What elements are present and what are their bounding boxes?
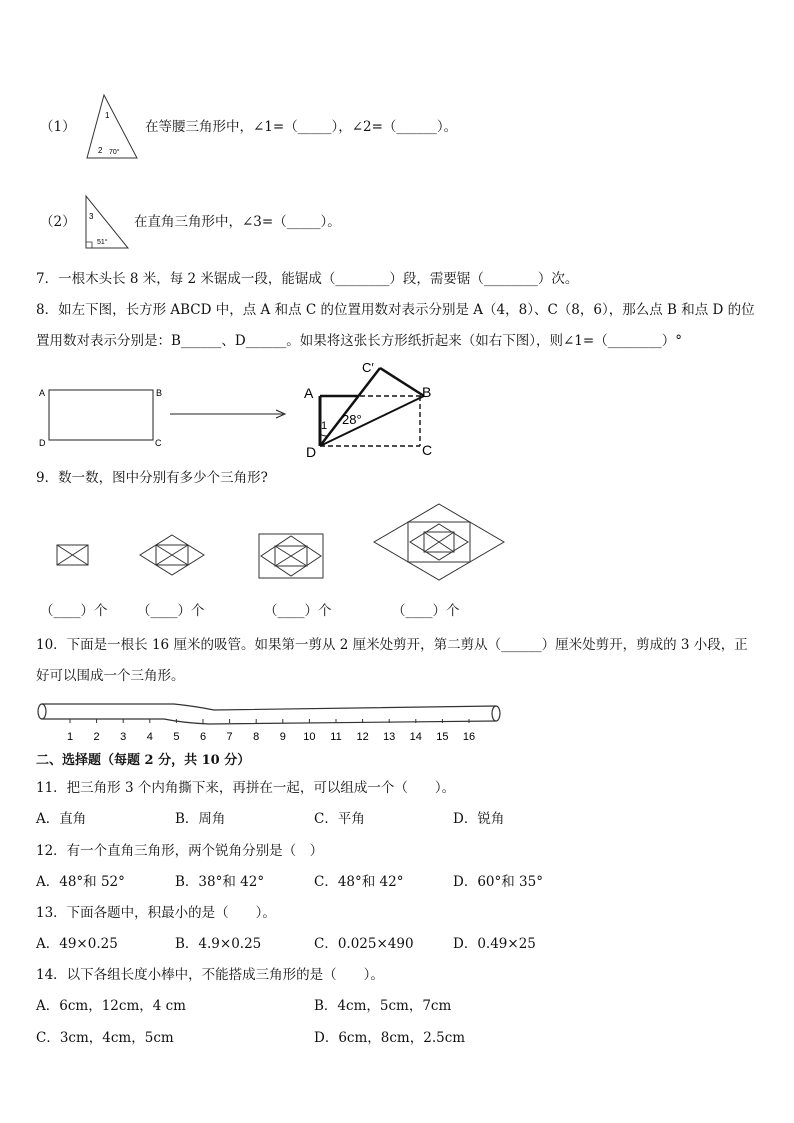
q14-option-c[interactable]: C．3cm，4cm，5cm — [36, 1030, 174, 1046]
q9-answer-2: （____）个 — [137, 603, 205, 619]
q14-option-a[interactable]: A．6cm，12cm，4 cm — [36, 998, 186, 1014]
rectangle-abcd-figure — [36, 380, 166, 452]
q13-option-b[interactable]: B．4.9×0.25 — [175, 936, 262, 952]
q6-part2-label: （2） — [40, 214, 76, 230]
folded-label-A: A — [304, 385, 314, 401]
folded-label-D: D — [306, 444, 317, 460]
ruler-tick-labels — [67, 719, 475, 743]
ruler-tick-label: 10 — [303, 731, 316, 743]
q11-text: 11．把三角形 3 个内角撕下来，再拼在一起，可以组成一个（ ）。 — [36, 780, 456, 796]
q7-text: 7．一根木头长 8 米，每 2 米锯成一段，能锯成（________）段，需要锯（________）次。 — [36, 271, 579, 287]
q11-option-c[interactable]: C．平角 — [314, 811, 365, 827]
q6-part1-text: 在等腰三角形中，∠1=（_____），∠2=（______）。 — [145, 119, 458, 135]
ruler-tick-label: 2 — [93, 731, 100, 743]
ruler-tick-label: 11 — [330, 731, 342, 743]
triangle-count-figure-1 — [56, 544, 90, 568]
q12-option-c[interactable]: C．48°和 42° — [314, 874, 404, 890]
q11-option-d[interactable]: D．锐角 — [453, 811, 505, 827]
q14-option-d[interactable]: D．6cm，8cm，2.5cm — [314, 1030, 466, 1046]
ruler-tick-label: 13 — [383, 731, 396, 743]
ruler-tick-label: 5 — [173, 731, 180, 743]
folded-angle-28: 28° — [342, 412, 362, 427]
q10-line2: 好可以围成一个三角形。 — [36, 668, 185, 684]
q12-option-b[interactable]: B．38°和 42° — [175, 874, 265, 890]
fig-label-1: 1 — [105, 111, 110, 120]
ruler-tick-label: 12 — [356, 731, 369, 743]
fig-label-2: 2 — [98, 146, 103, 155]
fig-angle-51: 51° — [97, 239, 108, 246]
folded-label-C-prime: C′ — [362, 360, 374, 375]
triangle-count-figure-2 — [138, 533, 206, 577]
straw-ruler-figure — [34, 700, 510, 746]
q10-line1: 10．下面是一根长 16 厘米的吸管。如果第一剪从 2 厘米处剪开，第二剪从（______）厘米处剪开，剪成的 3 小段，正 — [36, 637, 748, 653]
q9-answer-3: （____）个 — [264, 603, 332, 619]
arrow-right-icon — [168, 406, 293, 422]
q6-part1-label: （1） — [40, 119, 76, 135]
ruler-tick-label: 3 — [120, 731, 127, 743]
q12-option-a[interactable]: A．48°和 52° — [36, 874, 125, 890]
folded-label-C: C — [422, 442, 433, 458]
q12-option-d[interactable]: D．60°和 35° — [453, 874, 543, 890]
q6-part2-text: 在直角三角形中，∠3=（_____）。 — [134, 214, 341, 230]
q8-line1: 8．如左下图，长方形 ABCD 中，点 A 和点 C 的位置用数对表示分别是 A（4，8）、C（8，6），那么点 B 和点 D 的位 — [36, 302, 755, 318]
triangle-count-figure-3 — [257, 532, 325, 580]
label-B: B — [156, 388, 163, 398]
ruler-tick-label: 16 — [462, 731, 476, 743]
ruler-tick-label: 15 — [436, 731, 449, 743]
q14-text: 14．以下各组长度小棒中，不能搭成三角形的是（ ）。 — [36, 967, 384, 983]
folded-rectangle-figure — [298, 356, 443, 460]
isosceles-triangle-figure — [84, 92, 140, 162]
q13-option-a[interactable]: A．49×0.25 — [36, 936, 118, 952]
q11-option-a[interactable]: A．直角 — [36, 811, 87, 827]
ruler-tick-label: 6 — [199, 731, 207, 743]
fig-label-3: 3 — [89, 212, 94, 221]
q13-text: 13．下面各题中，积最小的是（ ）。 — [36, 905, 276, 921]
q9-answer-4: （____）个 — [392, 603, 460, 619]
ruler-tick-label: 14 — [409, 731, 422, 743]
q13-option-d[interactable]: D．0.49×25 — [453, 936, 536, 952]
folded-angle-1-label: 1 — [321, 420, 328, 432]
label-C: C — [155, 438, 162, 448]
ruler-tick-label: 8 — [253, 731, 260, 743]
triangle-count-figure-4 — [372, 502, 506, 582]
ruler-tick-label: 9 — [279, 731, 286, 743]
q8-line2: 置用数对表示分别是：B______、D______。如果将这张长方形纸折起来（如右下图），则∠1=（________）° — [36, 333, 682, 349]
ruler-tick-label: 1 — [66, 731, 74, 743]
section2-title: 二、选择题（每题 2 分，共 10 分） — [36, 753, 251, 768]
q14-option-b[interactable]: B．4cm，5cm，7cm — [314, 998, 452, 1014]
q12-text: 12．有一个直角三角形，两个锐角分别是（ ） — [36, 843, 324, 859]
q9-answer-1: （____）个 — [40, 603, 108, 619]
label-A: A — [39, 388, 46, 398]
q9-text: 9．数一数，图中分别有多少个三角形? — [36, 470, 268, 486]
fig-angle-70: 70° — [109, 149, 120, 156]
q11-option-b[interactable]: B．周角 — [175, 811, 226, 827]
label-D: D — [39, 438, 46, 448]
ruler-tick-label: 4 — [146, 731, 153, 743]
ruler-tick-label: 7 — [226, 731, 233, 743]
right-triangle-figure — [82, 193, 132, 251]
q13-option-c[interactable]: C．0.025×490 — [314, 936, 414, 952]
folded-label-B: B — [422, 384, 432, 400]
